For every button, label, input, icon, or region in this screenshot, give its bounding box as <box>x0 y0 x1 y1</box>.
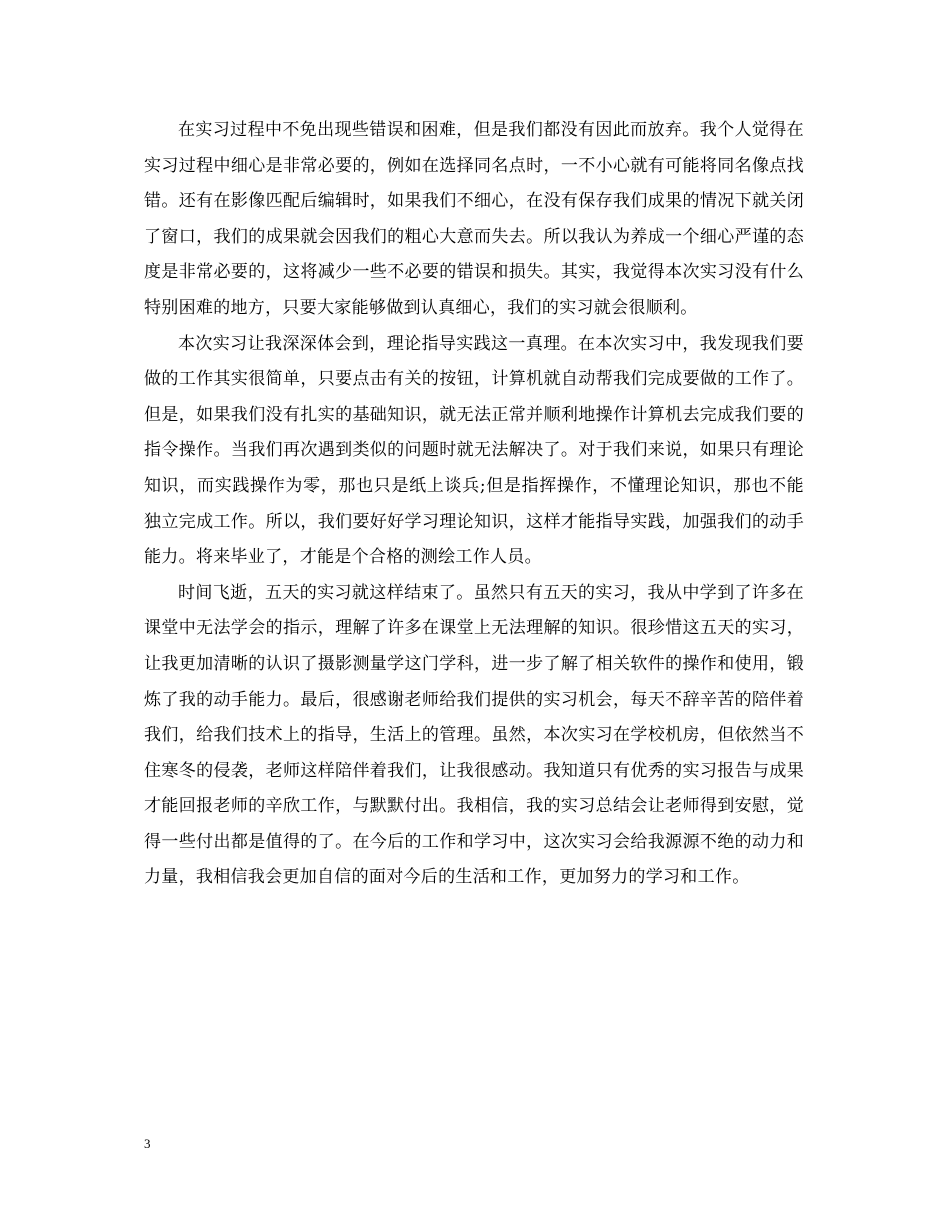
paragraph-2: 本次实习让我深深体会到，理论指导实践这一真理。在本次实习中，我发现我们要做的工作其实很简单，只要点击有关的按钮，计算机就自动帮我们完成要做的工作了。但是，如果我们没有扎实的基础知识，就无法正常并顺利地操作计算机去完成我们要的指令操作。当我们再次遇到类似的问题时就无法解决了。对于我们来说，如果只有理论知识，而实践操作为零，那也只是纸上谈兵;但是指挥操作，不懂理论知识，那也不能独立完成工作。所以，我们要好好学习理论知识，这样才能指导实践，加强我们的动手能力。将来毕业了，才能是个合格的测绘工作人员。 <box>144 333 804 568</box>
page-number: 3 <box>144 1136 151 1151</box>
document-body <box>144 113 804 896</box>
paragraph-1: 在实习过程中不免出现些错误和困难，但是我们都没有因此而放弃。我个人觉得在实习过程中细心是非常必要的，例如在选择同名点时，一不小心就有可能将同名像点找错。还有在影像匹配后编辑时，如果我们不细心，在没有保存我们成果的情况下就关闭了窗口，我们的成果就会因我们的粗心大意而失去。所以我认为养成一个细心严谨的态度是非常必要的，这将减少一些不必要的错误和损失。其实，我觉得本次实习没有什么特别困难的地方，只要大家能够做到认真细心，我们的实习就会很顺利。 <box>144 120 804 318</box>
paragraph-3: 时间飞逝，五天的实习就这样结束了。虽然只有五天的实习，我从中学到了许多在课堂中无法学会的指示，理解了许多在课堂上无法理解的知识。很珍惜这五天的实习，让我更加清晰的认识了摄影测量学这门学科，进一步了解了相关软件的操作和使用，锻炼了我的动手能力。最后，很感谢老师给我们提供的实习机会，每天不辞辛苦的陪伴着我们，给我们技术上的指导，生活上的管理。虽然，本次实习在学校机房，但依然当不住寒冬的侵袭，老师这样陪伴着我们，让我很感动。我知道只有优秀的实习报告与成果才能回报老师的辛欣工作，与默默付出。我相信，我的实习总结会让老师得到安慰，觉得一些付出都是值得的了。在今后的工作和学习中，这次实习会给我源源不绝的动力和力量，我相信我会更加自信的面对今后的生活和工作，更加努力的学习和工作。 <box>144 582 804 888</box>
